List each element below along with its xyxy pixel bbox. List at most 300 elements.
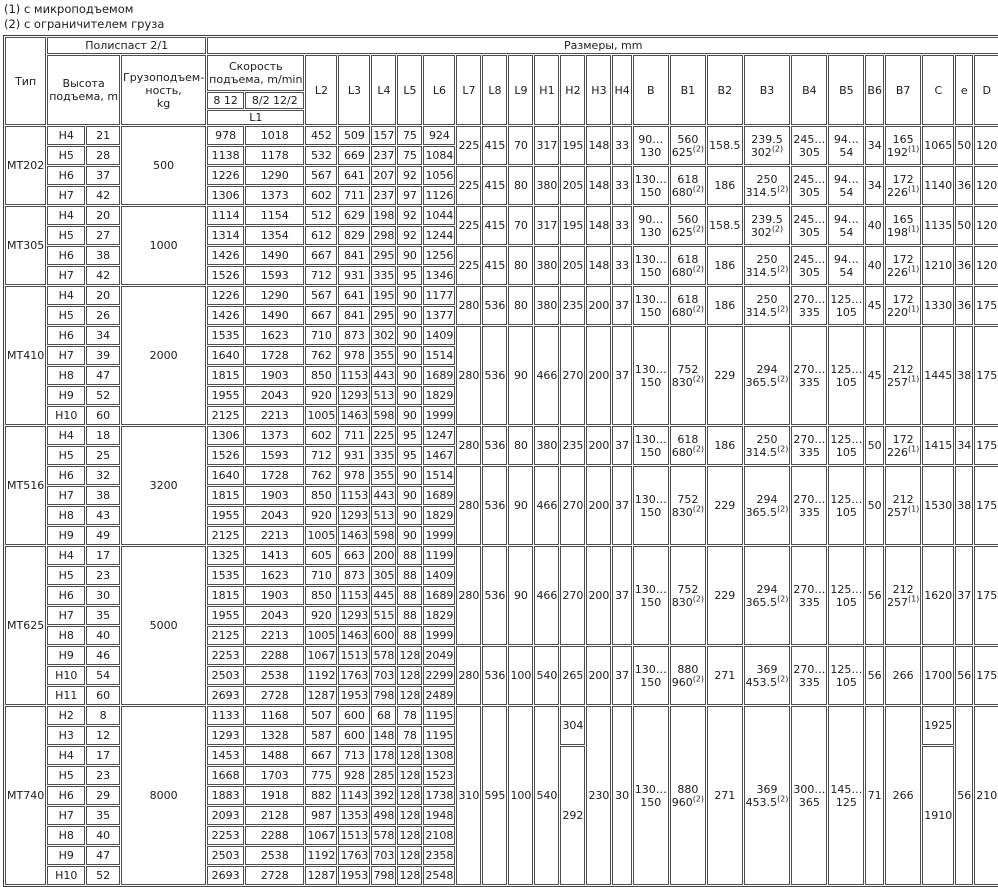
header-cell: B xyxy=(633,55,669,125)
table-cell: 148 xyxy=(586,246,611,285)
table-cell: 1513 xyxy=(338,826,370,845)
table-cell: 850 xyxy=(305,366,337,385)
table-cell: МТ305 xyxy=(5,206,46,285)
table-cell: 536 xyxy=(482,646,507,705)
table-cell: 186 xyxy=(707,246,743,285)
table-cell: 598 xyxy=(371,526,396,545)
table-cell: 12 xyxy=(86,726,120,745)
table-cell: 37 xyxy=(612,286,631,325)
table-cell: 663 xyxy=(338,546,370,565)
table-cell: 292 xyxy=(560,746,585,885)
table-cell: 200 xyxy=(586,286,611,325)
table-cell: 567 xyxy=(305,166,337,185)
table-cell: 509 xyxy=(338,126,370,145)
table-cell: 1256 xyxy=(423,246,455,265)
table-cell: 1415 xyxy=(922,426,954,465)
table-cell: 294 365.5$^{(2)}$ xyxy=(744,546,791,645)
table-cell: 1293 xyxy=(338,606,370,625)
table-cell: 445 xyxy=(371,586,396,605)
table-cell: 355 xyxy=(371,466,396,485)
table-cell: 175 xyxy=(974,646,998,705)
table-cell: 21 xyxy=(86,126,120,145)
table-cell: 560 625$^{(2)}$ xyxy=(670,126,706,165)
table-cell: 90 xyxy=(397,246,422,265)
table-cell: 1738 xyxy=(423,786,455,805)
table-cell: 2503 xyxy=(207,666,244,685)
table-cell: 369 453.5$^{(2)}$ xyxy=(744,646,791,705)
header-cell: H3 xyxy=(586,55,611,125)
table-cell: 1247 xyxy=(423,426,455,445)
table-cell: 1815 xyxy=(207,586,244,605)
table-cell: 1005 xyxy=(305,406,337,425)
table-cell: 600 xyxy=(338,726,370,745)
table-cell: 1955 xyxy=(207,606,244,625)
table-cell: 34 xyxy=(865,166,884,205)
table-cell: 641 xyxy=(338,286,370,305)
table-cell: H9 xyxy=(47,526,85,545)
table-cell: 443 xyxy=(371,366,396,385)
table-cell: 266 xyxy=(885,706,921,885)
table-cell: 235 xyxy=(560,426,585,465)
table-cell: 1463 xyxy=(338,526,370,545)
table-cell: 178 xyxy=(371,746,396,765)
table-cell: 873 xyxy=(338,326,370,345)
table-cell: 629 xyxy=(338,206,370,225)
table-cell: 280 xyxy=(456,426,481,465)
table-cell: H6 xyxy=(47,586,85,605)
table-cell: 762 xyxy=(305,466,337,485)
table-cell: 280 xyxy=(456,326,481,425)
table-cell: 536 xyxy=(482,466,507,545)
table-cell: 46 xyxy=(86,646,120,665)
table-cell: 602 xyxy=(305,186,337,205)
table-cell: 1154 xyxy=(245,206,304,225)
table-cell: 1210 xyxy=(922,246,954,285)
header-cell: Скорость подъема, m/min xyxy=(207,55,304,91)
table-cell: 94… 54 xyxy=(828,246,864,285)
table-cell: 1620 xyxy=(922,546,954,645)
table-cell: 271 xyxy=(707,706,743,885)
footnotes xyxy=(0,0,998,34)
table-cell: 1133 xyxy=(207,706,244,725)
table-cell: 50 xyxy=(955,206,973,245)
table-cell: 600 xyxy=(338,706,370,725)
table-cell: 225 xyxy=(456,126,481,165)
table-cell: 2693 xyxy=(207,686,244,705)
table-cell: 703 xyxy=(371,666,396,685)
table-cell: 978 xyxy=(207,126,244,145)
table-row xyxy=(5,206,998,225)
table-cell: 100 xyxy=(508,706,533,885)
table-cell: H8 xyxy=(47,366,85,385)
table-cell: 270 xyxy=(560,466,585,545)
table-cell: 37 xyxy=(612,646,631,705)
table-cell: 300… 365 xyxy=(791,706,827,885)
table-cell: H7 xyxy=(47,346,85,365)
table-cell: 1883 xyxy=(207,786,244,805)
table-cell: 1953 xyxy=(338,686,370,705)
table-cell: 536 xyxy=(482,426,507,465)
table-cell: 536 xyxy=(482,326,507,425)
header-cell: B4 xyxy=(791,55,827,125)
table-cell: 1829 xyxy=(423,506,455,525)
table-cell: 294 365.5$^{(2)}$ xyxy=(744,466,791,545)
table-cell: 931 xyxy=(338,446,370,465)
table-cell: 1999 xyxy=(423,526,455,545)
table-cell: 33 xyxy=(612,126,631,165)
table-cell: 207 xyxy=(371,166,396,185)
table-cell: 498 xyxy=(371,806,396,825)
table-cell: 752 830$^{(2)}$ xyxy=(670,466,706,545)
table-cell: 157 xyxy=(371,126,396,145)
table-cell: 1623 xyxy=(245,326,304,345)
table-cell: 125… 105 xyxy=(828,466,864,545)
table-cell: H5 xyxy=(47,566,85,585)
table-cell: 578 xyxy=(371,646,396,665)
table-cell: 2049 xyxy=(423,646,455,665)
table-cell: 1535 xyxy=(207,326,244,345)
table-cell: 237 xyxy=(371,186,396,205)
table-cell: 90 xyxy=(508,546,533,645)
table-cell: 1195 xyxy=(423,726,455,745)
table-cell: 2548 xyxy=(423,866,455,885)
table-cell: 165 192$^{(1)}$ xyxy=(885,126,921,165)
table-cell: 195 xyxy=(560,206,585,245)
table-cell: 90 xyxy=(397,486,422,505)
table-cell: 2253 xyxy=(207,826,244,845)
table-cell: 80 xyxy=(508,246,533,285)
header-cell: e xyxy=(955,55,973,125)
table-cell: 1903 xyxy=(245,586,304,605)
table-cell: 1689 xyxy=(423,586,455,605)
table-cell: 148 xyxy=(586,166,611,205)
table-cell: 1373 xyxy=(245,426,304,445)
table-cell: 128 xyxy=(397,646,422,665)
table-cell: 507 xyxy=(305,706,337,725)
table-cell: 512 xyxy=(305,206,337,225)
table-cell: 78 xyxy=(397,706,422,725)
table-cell: 130… 150 xyxy=(633,546,669,645)
table-cell: 1005 xyxy=(305,526,337,545)
table-cell: 47 xyxy=(86,366,120,385)
table-cell: 34 xyxy=(865,126,884,165)
table-cell: 2128 xyxy=(245,806,304,825)
table-cell: 80 xyxy=(508,286,533,325)
table-cell: H2 xyxy=(47,706,85,725)
table-cell: H10 xyxy=(47,866,85,885)
table-cell: 762 xyxy=(305,346,337,365)
table-cell: 752 830$^{(2)}$ xyxy=(670,546,706,645)
table-cell: 1293 xyxy=(338,506,370,525)
table-cell: 1293 xyxy=(207,726,244,745)
table-cell: 1530 xyxy=(922,466,954,545)
table-cell: 60 xyxy=(86,406,120,425)
table-cell: 158.5 xyxy=(707,126,743,165)
table-cell: 37 xyxy=(955,546,973,645)
table-cell: 50 xyxy=(865,426,884,465)
table-cell: 1623 xyxy=(245,566,304,585)
table-cell: 1910 xyxy=(922,746,954,885)
header-cell: B1 xyxy=(670,55,706,125)
table-cell: 205 xyxy=(560,246,585,285)
table-cell: 1293 xyxy=(338,386,370,405)
table-cell: МТ516 xyxy=(5,426,46,545)
table-cell: 36 xyxy=(955,246,973,285)
table-cell: 270… 335 xyxy=(791,546,827,645)
table-cell: 2043 xyxy=(245,606,304,625)
table-cell: 225 xyxy=(371,426,396,445)
table-cell: 186 xyxy=(707,286,743,325)
table-cell: H6 xyxy=(47,326,85,345)
table-cell: 1192 xyxy=(305,666,337,685)
table-cell: 94… 54 xyxy=(828,206,864,245)
table-cell: 1018 xyxy=(245,126,304,145)
header-cell: B7 xyxy=(885,55,921,125)
table-cell: 23 xyxy=(86,766,120,785)
table-cell: 850 xyxy=(305,586,337,605)
table-cell: 45 xyxy=(865,286,884,325)
table-cell: 1328 xyxy=(245,726,304,745)
table-cell: 75 xyxy=(397,146,422,165)
table-cell: 2125 xyxy=(207,406,244,425)
table-cell: 841 xyxy=(338,306,370,325)
table-cell: 148 xyxy=(586,126,611,165)
table-cell: 97 xyxy=(397,186,422,205)
table-cell: 2000 xyxy=(121,286,206,425)
header-cell: H1 xyxy=(534,55,559,125)
table-cell: 18 xyxy=(86,426,120,445)
table-cell: 1140 xyxy=(922,166,954,205)
table-cell: 100 xyxy=(508,646,533,705)
table-cell: 1453 xyxy=(207,746,244,765)
table-cell: 80 xyxy=(508,426,533,465)
table-cell: 978 xyxy=(338,346,370,365)
table-cell: 50 xyxy=(865,466,884,545)
table-cell: 515 xyxy=(371,606,396,625)
table-cell: 850 xyxy=(305,486,337,505)
table-cell: 90… 130 xyxy=(633,126,669,165)
table-cell: 1290 xyxy=(245,166,304,185)
table-cell: 841 xyxy=(338,246,370,265)
table-cell: 195 xyxy=(560,126,585,165)
table-cell: H10 xyxy=(47,666,85,685)
table-cell: H9 xyxy=(47,386,85,405)
table-cell: 56 xyxy=(865,646,884,705)
table-cell: 200 xyxy=(586,466,611,545)
table-cell: 1195 xyxy=(423,706,455,725)
table-cell: 229 xyxy=(707,466,743,545)
table-row xyxy=(5,126,998,145)
table-cell: 34 xyxy=(955,426,973,465)
table-cell: 1325 xyxy=(207,546,244,565)
table-cell: 1514 xyxy=(423,346,455,365)
table-cell: 128 xyxy=(397,746,422,765)
table-cell: МТ410 xyxy=(5,286,46,425)
table-cell: 618 680$^{(2)}$ xyxy=(670,426,706,465)
table-cell: 2213 xyxy=(245,526,304,545)
table-cell: 1689 xyxy=(423,366,455,385)
table-cell: 5000 xyxy=(121,546,206,705)
table-cell: H9 xyxy=(47,846,85,865)
table-cell: 2538 xyxy=(245,846,304,865)
table-cell: 880 960$^{(2)}$ xyxy=(670,706,706,885)
table-cell: 578 xyxy=(371,826,396,845)
table-cell: 225 xyxy=(456,206,481,245)
table-cell: H7 xyxy=(47,606,85,625)
header-cell: L4 xyxy=(371,55,396,125)
table-cell: 38 xyxy=(86,246,120,265)
header-cell: B5 xyxy=(828,55,864,125)
table-cell: 536 xyxy=(482,546,507,645)
table-cell: 1153 xyxy=(338,586,370,605)
table-cell: 229 xyxy=(707,326,743,425)
table-cell: 198 xyxy=(371,206,396,225)
table-cell: 30 xyxy=(86,586,120,605)
table-cell: 710 xyxy=(305,326,337,345)
table-cell: 513 xyxy=(371,506,396,525)
table-cell: 200 xyxy=(586,326,611,425)
table-cell: 158.5 xyxy=(707,206,743,245)
table-cell: 2728 xyxy=(245,866,304,885)
table-cell: 250 314.5$^{(2)}$ xyxy=(744,286,791,325)
table-cell: 2503 xyxy=(207,846,244,865)
table-cell: H5 xyxy=(47,226,85,245)
table-cell: 270 xyxy=(560,546,585,645)
table-cell: 600 xyxy=(371,626,396,645)
table-cell: 380 xyxy=(534,166,559,205)
table-cell: 270… 335 xyxy=(791,326,827,425)
table-cell: 1056 xyxy=(423,166,455,185)
table-cell: 712 xyxy=(305,446,337,465)
header-cell: Высота подъема, m xyxy=(47,55,120,125)
table-cell: 250 314.5$^{(2)}$ xyxy=(744,426,791,465)
table-cell: 1287 xyxy=(305,686,337,705)
table-cell: 873 xyxy=(338,566,370,585)
table-cell: 39 xyxy=(86,346,120,365)
table-cell: 1488 xyxy=(245,746,304,765)
table-cell: 90 xyxy=(397,506,422,525)
table-cell: 90… 130 xyxy=(633,206,669,245)
table-cell: 90 xyxy=(397,386,422,405)
table-cell: 380 xyxy=(534,426,559,465)
table-cell: 205 xyxy=(560,166,585,205)
table-cell: 1514 xyxy=(423,466,455,485)
table-cell: 230 xyxy=(586,706,611,885)
table-cell: 120 xyxy=(974,166,998,205)
table-cell: 125… 105 xyxy=(828,326,864,425)
table-cell: 45 xyxy=(865,326,884,425)
table-cell: 466 xyxy=(534,326,559,425)
table-cell: 1199 xyxy=(423,546,455,565)
table-cell: 2108 xyxy=(423,826,455,845)
table-cell: 1467 xyxy=(423,446,455,465)
table-cell: 130… 150 xyxy=(633,166,669,205)
table-cell: 90 xyxy=(397,306,422,325)
table-cell: 3200 xyxy=(121,426,206,545)
table-cell: 23 xyxy=(86,566,120,585)
table-cell: 380 xyxy=(534,246,559,285)
table-cell: 195 xyxy=(371,286,396,305)
table-cell: 20 xyxy=(86,286,120,305)
table-cell: 775 xyxy=(305,766,337,785)
table-cell: 43 xyxy=(86,506,120,525)
table-cell: 128 xyxy=(397,666,422,685)
table-cell: 2538 xyxy=(245,666,304,685)
table-cell: 2299 xyxy=(423,666,455,685)
table-cell: 95 xyxy=(397,426,422,445)
table-cell: 280 xyxy=(456,466,481,545)
table-cell: 130… 150 xyxy=(633,426,669,465)
table-cell: 605 xyxy=(305,546,337,565)
table-cell: 266 xyxy=(885,646,921,705)
table-cell: 829 xyxy=(338,226,370,245)
table-cell: 2288 xyxy=(245,646,304,665)
table-cell: 1138 xyxy=(207,146,244,165)
table-cell: 40 xyxy=(865,206,884,245)
header-cell: Размеры, mm xyxy=(207,37,998,54)
table-cell: 415 xyxy=(482,246,507,285)
header-cell: D xyxy=(974,55,998,125)
table-cell: 36 xyxy=(955,286,973,325)
table-cell: 1700 xyxy=(922,646,954,705)
table-cell: 90 xyxy=(508,466,533,545)
table-cell: 1513 xyxy=(338,646,370,665)
header-cell: B3 xyxy=(744,55,791,125)
table-cell: 1829 xyxy=(423,606,455,625)
table-cell: 270 xyxy=(560,326,585,425)
table-cell: 1409 xyxy=(423,326,455,345)
table-cell: 500 xyxy=(121,126,206,205)
table-cell: 200 xyxy=(371,546,396,565)
table-cell: 90 xyxy=(397,346,422,365)
table-cell: 317 xyxy=(534,206,559,245)
table-cell: 305 xyxy=(371,566,396,585)
table-cell: 1535 xyxy=(207,566,244,585)
table-cell: 239.5 302$^{(2)}$ xyxy=(744,206,791,245)
table-cell: 237 xyxy=(371,146,396,165)
table-cell: H4 xyxy=(47,126,85,145)
header-cell: C xyxy=(922,55,954,125)
table-cell: 2693 xyxy=(207,866,244,885)
table-cell: 270… 335 xyxy=(791,466,827,545)
table-cell: 271 xyxy=(707,646,743,705)
table-cell: 1153 xyxy=(338,366,370,385)
table-cell: 1192 xyxy=(305,846,337,865)
table-cell: 92 xyxy=(397,206,422,225)
table-cell: 130… 150 xyxy=(633,706,669,885)
table-cell: 145… 125 xyxy=(828,706,864,885)
table-cell: 669 xyxy=(338,146,370,165)
table-cell: 1135 xyxy=(922,206,954,245)
table-cell: 380 xyxy=(534,286,559,325)
table-cell: 90 xyxy=(397,326,422,345)
table-cell: 1373 xyxy=(245,186,304,205)
header-cell: H2 xyxy=(560,55,585,125)
table-cell: H7 xyxy=(47,266,85,285)
table-cell: H8 xyxy=(47,506,85,525)
table-cell: 49 xyxy=(86,526,120,545)
table-cell: 1490 xyxy=(245,306,304,325)
table-cell: 443 xyxy=(371,486,396,505)
table-cell: 1426 xyxy=(207,306,244,325)
table-cell: 641 xyxy=(338,166,370,185)
table-cell: 880 960$^{(2)}$ xyxy=(670,646,706,705)
table-cell: 1409 xyxy=(423,566,455,585)
table-cell: 8 xyxy=(86,706,120,725)
table-cell: 37 xyxy=(612,426,631,465)
header-cell: L7 xyxy=(456,55,481,125)
table-cell: H4 xyxy=(47,746,85,765)
